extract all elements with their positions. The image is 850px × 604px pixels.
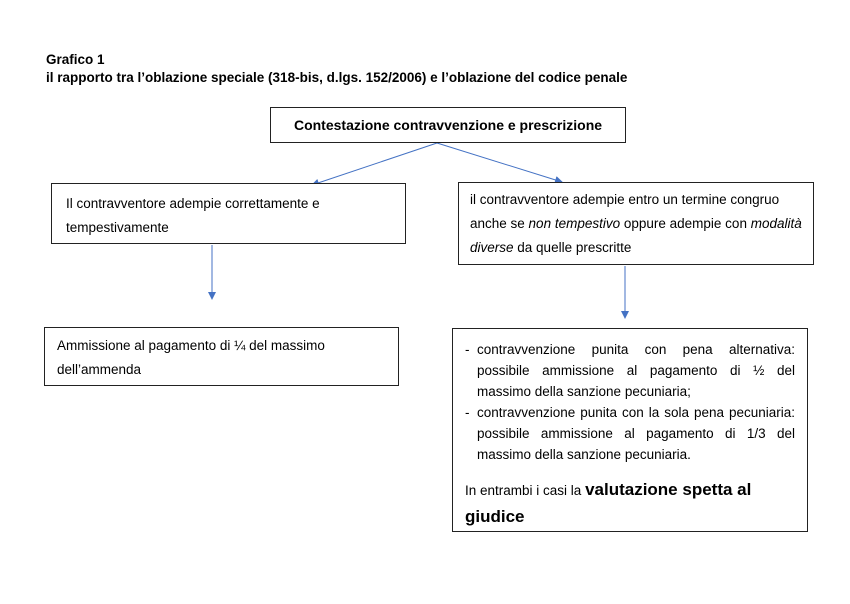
- contestation-text: Contestazione contravvenzione e prescrizione: [293, 117, 603, 133]
- bullet-item: [465, 339, 795, 402]
- figure-heading: [46, 51, 627, 87]
- late-compliance-italic-1: non tempestivo: [528, 216, 621, 231]
- bullet-item: [465, 402, 795, 465]
- timely-compliance-text: Il contravventore adempie correttamente e tempestivamente: [66, 196, 320, 235]
- late-compliance-text-3: da quelle prescritte: [513, 240, 632, 255]
- bullet-text: contravvenzione punita con pena alternativa: possibile ammissione al pagamento di ½ del massimo della sanzione pecuniaria;: [477, 342, 795, 399]
- contestation-box: [270, 107, 626, 143]
- judge-assessment-box: [452, 328, 808, 532]
- arrow-top-to-left: [312, 143, 437, 185]
- arrow-top-to-right: [437, 143, 562, 182]
- late-compliance-text-2: oppure adempie con: [620, 216, 751, 231]
- quarter-payment-box: [44, 327, 399, 386]
- quarter-payment-text: Ammissione al pagamento di ¼ del massimo dell’ammenda: [57, 338, 325, 377]
- figure-label: Grafico 1: [46, 52, 105, 67]
- bullet-text: contravvenzione punita con la sola pena pecuniaria: possibile ammissione al pagamento di 1/3 del massimo della sanzione pecuniaria.: [477, 405, 795, 462]
- figure-title: il rapporto tra l’oblazione speciale (318-bis, d.lgs. 152/2006) e l’oblazione del codice penale: [46, 70, 628, 85]
- late-compliance-text-1: il contravventore adempie entro un termine congruo anche se: [470, 192, 780, 231]
- bullet-marker: -: [465, 342, 470, 357]
- timely-compliance-box: [51, 183, 406, 244]
- bullet-marker: -: [465, 405, 470, 420]
- late-compliance-box: [458, 182, 814, 265]
- late-compliance-italic-2: modalità diverse: [470, 216, 802, 255]
- conclusion-prefix: In entrambi i casi la: [465, 483, 586, 498]
- conclusion-emphasis: valutazione spetta al giudice: [465, 480, 752, 526]
- conclusion: [465, 477, 795, 531]
